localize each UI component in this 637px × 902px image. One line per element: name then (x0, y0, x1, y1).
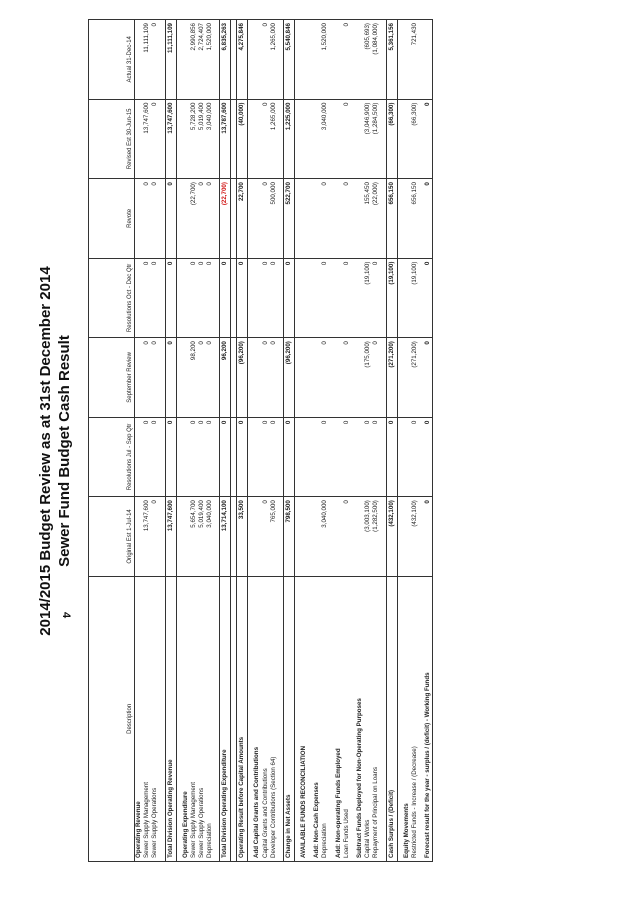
row-value: 5,728,200 (190, 99, 198, 179)
row-value: (40,000) (237, 99, 248, 179)
table-row (165, 20, 176, 862)
row-value: 0 (143, 338, 151, 418)
row-description: Depreciation (321, 576, 329, 861)
row-value (253, 99, 261, 179)
row-value: 3,040,000 (206, 497, 214, 577)
row-value: 1,520,000 (206, 20, 214, 100)
row-value (403, 179, 411, 259)
row-value: 0 (364, 417, 372, 497)
row-value (300, 258, 308, 338)
row-value: 0 (237, 417, 248, 497)
row-value: 3,040,000 (321, 497, 329, 577)
page-number: 4 (60, 611, 73, 619)
row-value (182, 497, 190, 577)
row-value (182, 417, 190, 497)
row-value: 13,747,600 (165, 99, 176, 179)
row-value: 0 (270, 417, 278, 497)
table-row (313, 20, 321, 862)
row-value: 1,265,000 (270, 99, 278, 179)
row-value: 721,430 (411, 20, 419, 100)
row-value: 2,724,407 (198, 20, 206, 100)
row-value: 522,700 (284, 179, 295, 259)
row-value: (1,284,500) (372, 99, 380, 179)
row-value (313, 497, 321, 577)
row-description: Restricted Funds - Increase / (Decrease) (411, 576, 419, 861)
row-description: Capital Grants and Contributions (262, 576, 270, 861)
row-value (135, 497, 144, 577)
col-header-revote: Revote (89, 179, 135, 259)
row-value (313, 258, 321, 338)
page-subtitle: Sewer Fund Budget Cash Result (56, 335, 73, 567)
row-value (403, 417, 411, 497)
row-value: 0 (411, 417, 419, 497)
row-value: 5,019,400 (198, 497, 206, 577)
row-value (253, 20, 261, 100)
row-value: 0 (372, 338, 380, 418)
row-value: 3,040,000 (321, 99, 329, 179)
row-value: 0 (262, 179, 270, 259)
row-value (300, 99, 308, 179)
row-description: Equity Movements (403, 576, 411, 861)
row-value: 0 (321, 338, 329, 418)
row-value: 0 (262, 99, 270, 179)
table-row (253, 20, 261, 862)
row-value: 0 (321, 258, 329, 338)
row-value: 155,450 (364, 179, 372, 259)
row-value: 0 (372, 417, 380, 497)
row-value: (3,046,900) (364, 99, 372, 179)
table-row (220, 20, 231, 862)
row-value: (66,300) (386, 99, 397, 179)
row-value (335, 99, 343, 179)
row-value: (1,282,500) (372, 497, 380, 577)
row-value: (271,200) (411, 338, 419, 418)
row-value: 4,275,846 (237, 20, 248, 100)
row-value: 11,111,109 (165, 20, 176, 100)
row-value (335, 179, 343, 259)
header-row (89, 20, 135, 862)
row-value: 0 (343, 20, 351, 100)
col-header-original-est: Original Est 1-Jul-14 (89, 497, 135, 577)
row-value (135, 179, 144, 259)
row-value (300, 338, 308, 418)
row-value (182, 179, 190, 259)
row-value (403, 20, 411, 100)
row-value (253, 497, 261, 577)
row-value: 13,787,600 (220, 99, 231, 179)
row-description: Add: Non-operating Funds Employed (335, 576, 343, 861)
row-value: 3,040,000 (206, 99, 214, 179)
row-value: 0 (270, 338, 278, 418)
row-value: 98,200 (190, 338, 198, 418)
table-row (335, 20, 343, 862)
row-value (135, 338, 144, 418)
row-value (182, 338, 190, 418)
row-value: (432,100) (411, 497, 419, 577)
row-value: (3,003,100) (364, 497, 372, 577)
row-value: (19,100) (386, 258, 397, 338)
table-row (198, 20, 206, 862)
row-description: Change in Net Assets (284, 576, 295, 861)
row-description: Operating Expenditure (182, 576, 190, 861)
row-value (182, 20, 190, 100)
row-value: 13,714,100 (220, 497, 231, 577)
row-value: (96,200) (284, 338, 295, 418)
row-description: Operating Revenue (135, 576, 144, 861)
row-value: 0 (343, 99, 351, 179)
row-description: Capital Works (364, 576, 372, 861)
row-value: 500,000 (270, 179, 278, 259)
row-value: 0 (151, 20, 159, 100)
row-value: 33,500 (237, 497, 248, 577)
row-value: 656,150 (411, 179, 419, 259)
row-value: 0 (143, 179, 151, 259)
row-value: 0 (151, 99, 159, 179)
row-description: Sewer Supply Management (143, 576, 151, 861)
row-value: 765,000 (270, 497, 278, 577)
row-value: 13,747,600 (143, 99, 151, 179)
row-value: (19,100) (364, 258, 372, 338)
col-header-description: Description (89, 576, 135, 861)
row-description: Repayment of Principal on Loans (372, 576, 380, 861)
row-value: 0 (424, 99, 433, 179)
row-value: 1,265,000 (270, 20, 278, 100)
row-value: 1,225,000 (284, 99, 295, 179)
row-value (253, 417, 261, 497)
row-value: 0 (151, 338, 159, 418)
row-value: 798,500 (284, 497, 295, 577)
row-value: (19,100) (411, 258, 419, 338)
row-value (335, 20, 343, 100)
row-value: 0 (424, 179, 433, 259)
table-row (151, 20, 159, 862)
row-value: 0 (198, 179, 206, 259)
table-row (321, 20, 329, 862)
row-description: Total Division Operating Revenue (165, 576, 176, 861)
row-value (403, 258, 411, 338)
row-value (356, 20, 364, 100)
row-value (182, 99, 190, 179)
row-value: 0 (151, 179, 159, 259)
row-value: (96,200) (237, 338, 248, 418)
row-value (135, 20, 144, 100)
row-value: 0 (343, 258, 351, 338)
row-value: 0 (262, 338, 270, 418)
row-value: 0 (220, 417, 231, 497)
row-value: 0 (190, 258, 198, 338)
row-value: 0 (206, 258, 214, 338)
row-value: 0 (372, 258, 380, 338)
table-row (135, 20, 144, 862)
page-title: 2014/2015 Budget Review as at 31st December 2014 (37, 266, 54, 636)
row-value (335, 497, 343, 577)
row-value: (175,000) (364, 338, 372, 418)
row-value: (271,200) (386, 338, 397, 418)
row-value: (22,700) (220, 179, 231, 259)
row-description: Sewer Supply Operations (151, 576, 159, 861)
row-value (135, 417, 144, 497)
row-value: 0 (321, 417, 329, 497)
row-value: 22,700 (237, 179, 248, 259)
row-value: 0 (424, 258, 433, 338)
col-header-resolutions-oct-dec: Resolutions Oct - Dec Qtr (89, 258, 135, 338)
table-row (270, 20, 278, 862)
row-value: (605,693) (364, 20, 372, 100)
table-body (135, 20, 433, 862)
row-value (135, 99, 144, 179)
row-value: 0 (190, 417, 198, 497)
col-header-actual: Actual 31-Dec-14 (89, 20, 135, 100)
row-value (356, 99, 364, 179)
row-value (300, 179, 308, 259)
row-value: 0 (343, 417, 351, 497)
row-value: 0 (270, 258, 278, 338)
row-value (356, 417, 364, 497)
table-row (424, 20, 433, 862)
row-description: Sewer Supply Operations (198, 576, 206, 861)
row-description: Forecast result for the year - surplus / (deficit) - Working Funds (424, 576, 433, 861)
row-description: Developer Contributions (Section 64) (270, 576, 278, 861)
col-header-revised-est: Revised Est 30-Jun-15 (89, 99, 135, 179)
row-value (403, 99, 411, 179)
row-value: 5,540,846 (284, 20, 295, 100)
row-value: 0 (165, 417, 176, 497)
row-value (403, 497, 411, 577)
row-value: (22,700) (190, 179, 198, 259)
row-value: 0 (198, 417, 206, 497)
row-value: 0 (206, 338, 214, 418)
table-row (237, 20, 248, 862)
row-value: 0 (343, 338, 351, 418)
row-value: 0 (343, 179, 351, 259)
row-description: Add Capital Grants and Contributions (253, 576, 261, 861)
row-description: Depreciation (206, 576, 214, 861)
row-description: Total Division Operating Expenditure (220, 576, 231, 861)
row-value: 0 (284, 258, 295, 338)
table-row (190, 20, 198, 862)
row-description: Operating Result before Capital Amounts (237, 576, 248, 861)
row-value: 13,747,600 (143, 497, 151, 577)
row-value (300, 497, 308, 577)
row-value (424, 20, 433, 100)
row-value: 11,111,109 (143, 20, 151, 100)
row-value (356, 338, 364, 418)
row-value: 0 (198, 338, 206, 418)
table-row (343, 20, 351, 862)
row-value: 1,520,000 (321, 20, 329, 100)
row-value: 0 (143, 417, 151, 497)
row-value: 96,200 (220, 338, 231, 418)
row-value (253, 338, 261, 418)
table-row (372, 20, 380, 862)
row-value (253, 179, 261, 259)
row-value: 0 (386, 417, 397, 497)
row-value: 0 (262, 258, 270, 338)
row-value (300, 20, 308, 100)
row-value (313, 338, 321, 418)
row-value: 0 (151, 417, 159, 497)
col-header-resolutions-jul-sep: Resolutions Jul - Sep Qtr (89, 417, 135, 497)
row-description: AVAILABLE FUNDS RECONCILIATION (300, 576, 308, 861)
row-value: 0 (262, 417, 270, 497)
row-value (135, 258, 144, 338)
row-value (356, 258, 364, 338)
row-value (313, 417, 321, 497)
row-value: 0 (424, 417, 433, 497)
row-value: 0 (343, 497, 351, 577)
row-description: Subtract Funds Deployed for Non-Operating Purposes (356, 576, 364, 861)
row-value: 0 (262, 20, 270, 100)
row-value (403, 338, 411, 418)
row-value: 6,835,263 (220, 20, 231, 100)
row-value: 0 (220, 258, 231, 338)
row-description: Add: Non-Cash Expenses (313, 576, 321, 861)
row-value (313, 179, 321, 259)
row-value: 0 (143, 258, 151, 338)
row-value: 656,150 (386, 179, 397, 259)
row-value: 0 (151, 258, 159, 338)
row-value (335, 338, 343, 418)
table-row (403, 20, 411, 862)
row-value (335, 417, 343, 497)
row-value (356, 497, 364, 577)
row-value: 5,019,400 (198, 99, 206, 179)
row-value: 0 (206, 417, 214, 497)
row-value: (1,084,000) (372, 20, 380, 100)
row-value: (66,300) (411, 99, 419, 179)
row-value: 0 (424, 497, 433, 577)
table-row (386, 20, 397, 862)
row-value: 0 (206, 179, 214, 259)
table-row (284, 20, 295, 862)
row-value: 0 (165, 179, 176, 259)
row-value: 0 (165, 258, 176, 338)
row-value: 13,747,600 (165, 497, 176, 577)
row-value (253, 258, 261, 338)
row-description: Loan Funds Used (343, 576, 351, 861)
table-row (182, 20, 190, 862)
row-value: 0 (198, 258, 206, 338)
row-value: 0 (424, 338, 433, 418)
row-value (300, 417, 308, 497)
table-row (206, 20, 214, 862)
row-value: 0 (262, 497, 270, 577)
row-value: 0 (284, 417, 295, 497)
table-row (300, 20, 308, 862)
table-row (143, 20, 151, 862)
budget-table (88, 19, 433, 862)
row-value (182, 258, 190, 338)
row-value: 5,361,156 (386, 20, 397, 100)
row-value: 2,990,856 (190, 20, 198, 100)
row-value (356, 179, 364, 259)
row-value (313, 99, 321, 179)
row-value (313, 20, 321, 100)
col-header-september-review: September Review (89, 338, 135, 418)
table-row (262, 20, 270, 862)
table-row (364, 20, 372, 862)
table-row (356, 20, 364, 862)
row-description: Sewer Supply Management (190, 576, 198, 861)
row-value (335, 258, 343, 338)
row-value: 0 (151, 497, 159, 577)
row-value: (432,100) (386, 497, 397, 577)
table-row (411, 20, 419, 862)
row-description: Cash Surplus / (Deficit) (386, 576, 397, 861)
row-value: (22,000) (372, 179, 380, 259)
row-value: 0 (237, 258, 248, 338)
row-value: 5,654,700 (190, 497, 198, 577)
row-value: 0 (165, 338, 176, 418)
row-value: 0 (321, 179, 329, 259)
